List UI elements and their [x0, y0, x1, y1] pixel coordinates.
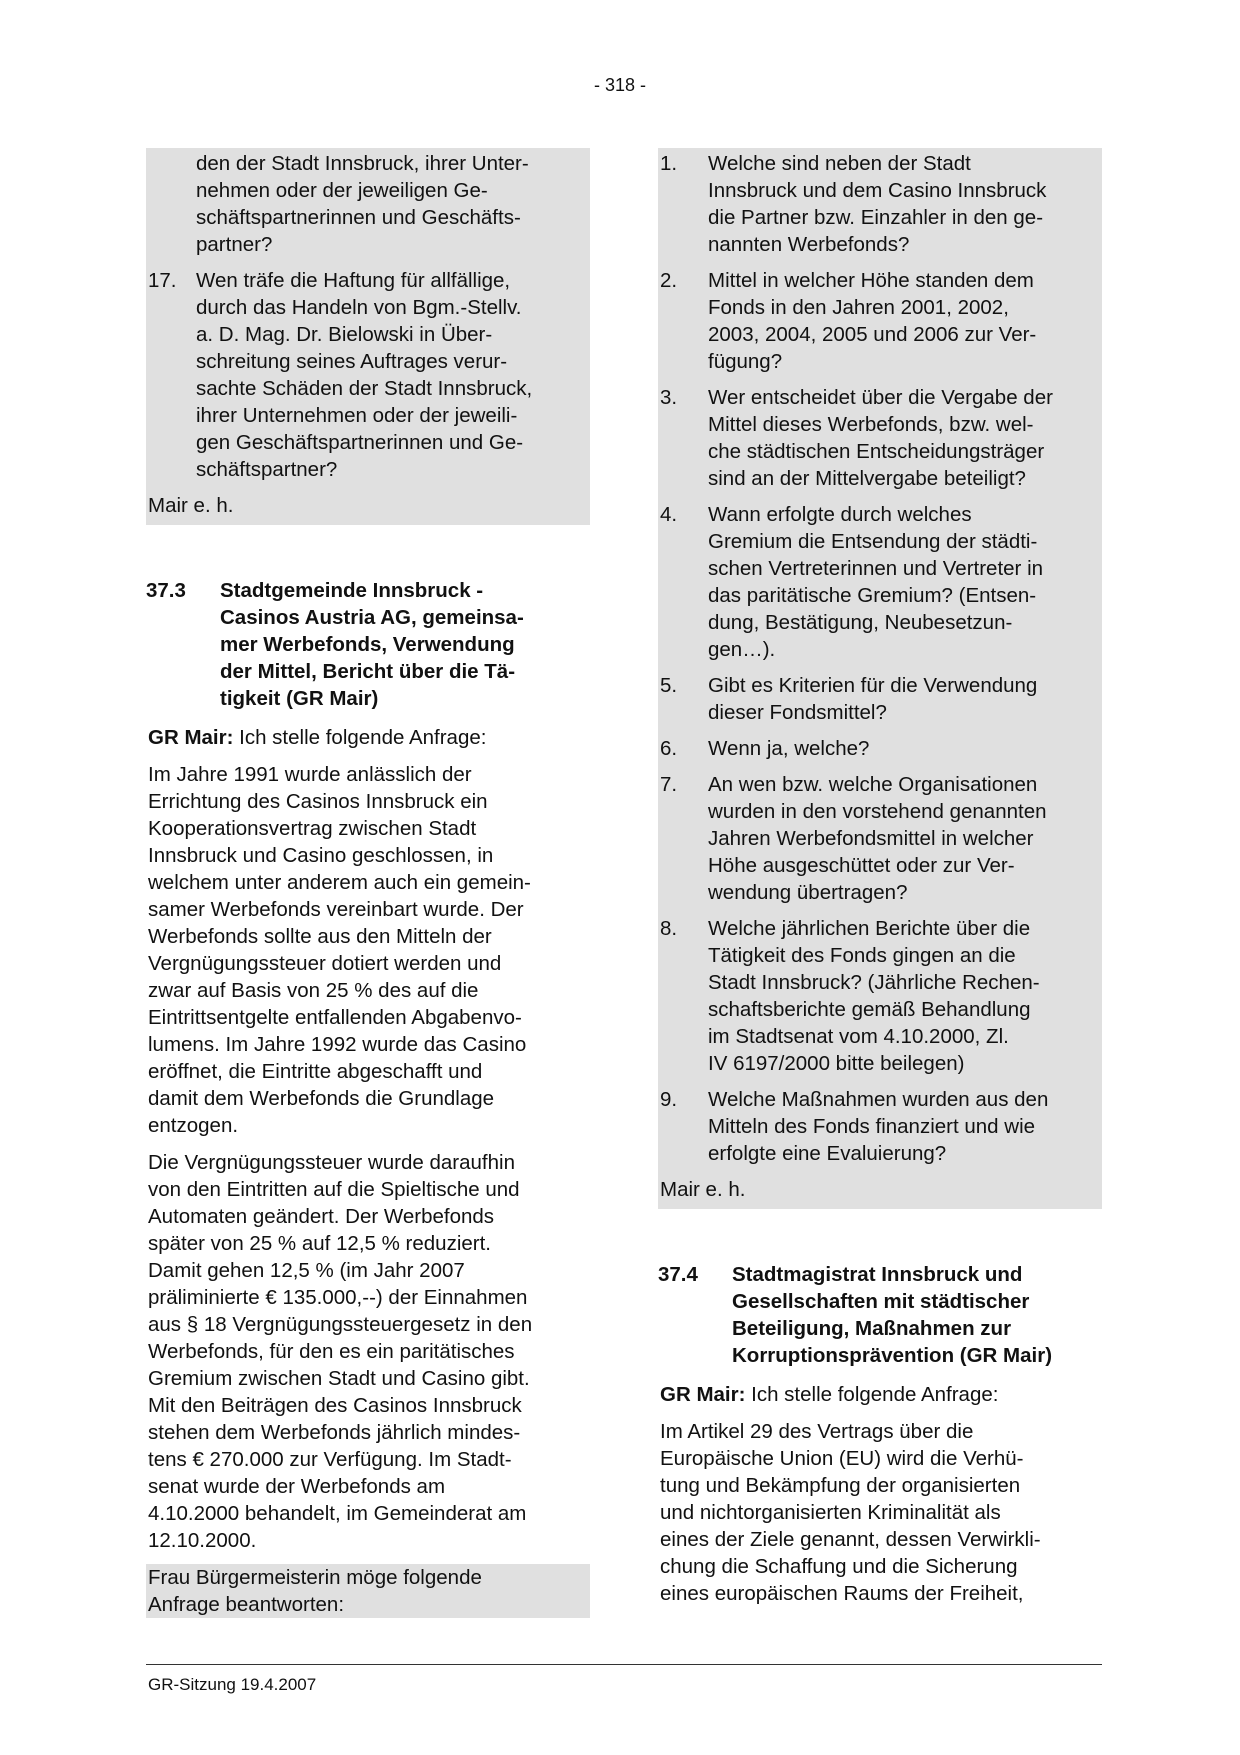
request-box: Frau Bürgermeisterin möge folgende Anfrage beantworten:: [146, 1564, 590, 1618]
item-text: Welche sind neben der Stadt Innsbruck und dem Casino Innsbruck die Partner bzw. Einzahler in den ge- nannten Werbefonds?: [708, 152, 1047, 256]
item-number: 5.: [660, 674, 678, 697]
right-column: [658, 148, 1102, 1617]
intro-text: Ich stelle folgende Anfrage:: [745, 1383, 999, 1406]
question-item: [660, 672, 1100, 726]
signature: Mair e. h.: [660, 1178, 746, 1201]
section-number: 37.3: [146, 579, 186, 602]
item-number: 7.: [660, 773, 678, 796]
question-item: [660, 735, 1100, 762]
paragraph: Die Vergnügungssteuer wurde daraufhin von den Eintritten auf die Spieltische und Automaten geändert. Der Werbefonds später von 25 % auf 12,5 % reduziert. Damit gehen 12,5 % (im Jahr 2007 präliminierte € 135.000,--) der Einnahmen aus § 18 Vergnügungssteuergesetz in den Werbefonds, für den es ein paritätisches Gremium zwischen Stadt und Casino gibt. Mit den Beiträgen des Casinos Innsbruck stehen dem Werbefonds jährlich mindes- tens € 270.000 zur Verfügung. Im Stadt- senat wurde der Werbefonds am 4.10.2000 behandelt, im Gemeinderat am 12.10.2000.: [148, 1151, 533, 1552]
footer-text: GR-Sitzung 19.4.2007: [148, 1675, 317, 1694]
intro-line: [658, 1381, 1102, 1408]
item-number: 1.: [660, 152, 678, 175]
item-text: An wen bzw. welche Organisationen wurden in den vorstehend genannten Jahren Werbefondsmittel in welcher Höhe ausgeschüttet oder zur Ver- wendung übertragen?: [708, 773, 1047, 904]
item-number: 9.: [660, 1088, 678, 1111]
question-item: [660, 150, 1100, 258]
left-column: [146, 148, 590, 1628]
speaker-label: GR Mair:: [660, 1383, 746, 1406]
question-list: [658, 148, 1102, 1209]
question-item-17: [148, 267, 588, 483]
question-item: [660, 915, 1100, 1077]
item-text: Wenn ja, welche?: [708, 737, 870, 760]
intro-line: [146, 724, 590, 751]
item-text: Mittel in welcher Höhe standen dem Fonds in den Jahren 2001, 2002, 2003, 2004, 2005 und 2006 zur Ver- fügung?: [708, 269, 1037, 373]
section-heading-37-4: [658, 1261, 1102, 1369]
section-number: 37.4: [658, 1263, 698, 1286]
question-item: [660, 501, 1100, 663]
paragraph: Im Artikel 29 des Vertrags über die Europäische Union (EU) wird die Verhü- tung und Bekämpfung der organisierten und nichtorganisierten Kriminalität als eines der Ziele genannt, dessen Verwirkli- chung die Schaffung und die Sicherung eines europäischen Raums der Freiheit,: [660, 1420, 1041, 1605]
page-number: - 318 -: [593, 75, 647, 95]
item-number: 17.: [148, 269, 177, 292]
intro-text: Ich stelle folgende Anfrage:: [233, 726, 487, 749]
item-number: 8.: [660, 917, 678, 940]
question-item: [660, 771, 1100, 906]
item-number: 6.: [660, 737, 678, 760]
item-text: Welche Maßnahmen wurden aus den Mitteln des Fonds finanziert und wie erfolgte eine Evaluierung?: [708, 1088, 1049, 1165]
item-text: Welche jährlichen Berichte über die Tätigkeit des Fonds gingen an die Stadt Innsbruck? (Jährliche Rechen- schaftsberichte gemäß Behandlung im Stadtsenat vom 4.10.2000, Zl. IV 6197/2000 bitte beilegen): [708, 917, 1040, 1075]
footer-divider: [146, 1664, 1102, 1665]
section-title: Stadtmagistrat Innsbruck und Gesellschaften mit städtischer Beteiligung, Maßnahmen zur Korruptionsprävention (GR Mair): [732, 1263, 1053, 1367]
question-item: [660, 1086, 1100, 1167]
item-text: Wann erfolgte durch welches Gremium die Entsendung der städti- schen Vertreterinnen und Vertreter in das paritätische Gremium? (Entsen- dung, Bestätigung, Neubesetzun- gen…).: [708, 503, 1044, 661]
question-16-continuation: den der Stadt Innsbruck, ihrer Unter- nehmen oder der jeweiligen Ge- schäftspartnerinnen und Geschäfts- partner?: [196, 152, 529, 256]
item-text: Gibt es Kriterien für die Verwendung dieser Fondsmittel?: [708, 674, 1038, 724]
item-number: 2.: [660, 269, 678, 292]
question-item: [660, 384, 1100, 492]
section-title: Stadtgemeinde Innsbruck - Casinos Austria AG, gemeinsa- mer Werbefonds, Verwendung der Mittel, Bericht über die Tä- tigkeit (GR Mair): [220, 579, 524, 710]
item-text: Wen träfe die Haftung für allfällige, durch das Handeln von Bgm.-Stellv. a. D. Mag. Dr. Bielowski in Über- schreitung seines Auftrages verur- sachte Schäden der Stadt Innsbruck, ihrer Unternehmen oder der jeweili- gen Geschäftspartnerinnen und Ge- schäftspartner?: [196, 269, 533, 481]
signature: Mair e. h.: [148, 494, 234, 517]
item-number: 3.: [660, 386, 678, 409]
item-text: Wer entscheidet über die Vergabe der Mittel dieses Werbefonds, bzw. wel- che städtischen Entscheidungsträger sind an der Mittelvergabe beteiligt?: [708, 386, 1053, 490]
question-list-continued: [146, 148, 590, 525]
speaker-label: GR Mair:: [148, 726, 234, 749]
item-number: 4.: [660, 503, 678, 526]
paragraph: Im Jahre 1991 wurde anlässlich der Errichtung des Casinos Innsbruck ein Kooperationsvertrag zwischen Stadt Innsbruck und Casino geschlossen, in welchem unter anderem auch ein gemein- samer Werbefonds vereinbart wurde. Der Werbefonds sollte aus den Mitteln der Vergnügungssteuer dotiert werden und zwar auf Basis von 25 % des auf die Eintrittsentgelte entfallenden Abgabenvo- lumens. Im Jahre 1992 wurde das Casino eröffnet, die Eintritte abgeschafft und damit dem Werbefonds die Grundlage entzogen.: [148, 763, 531, 1137]
question-item: [660, 267, 1100, 375]
section-heading-37-3: [146, 577, 590, 712]
